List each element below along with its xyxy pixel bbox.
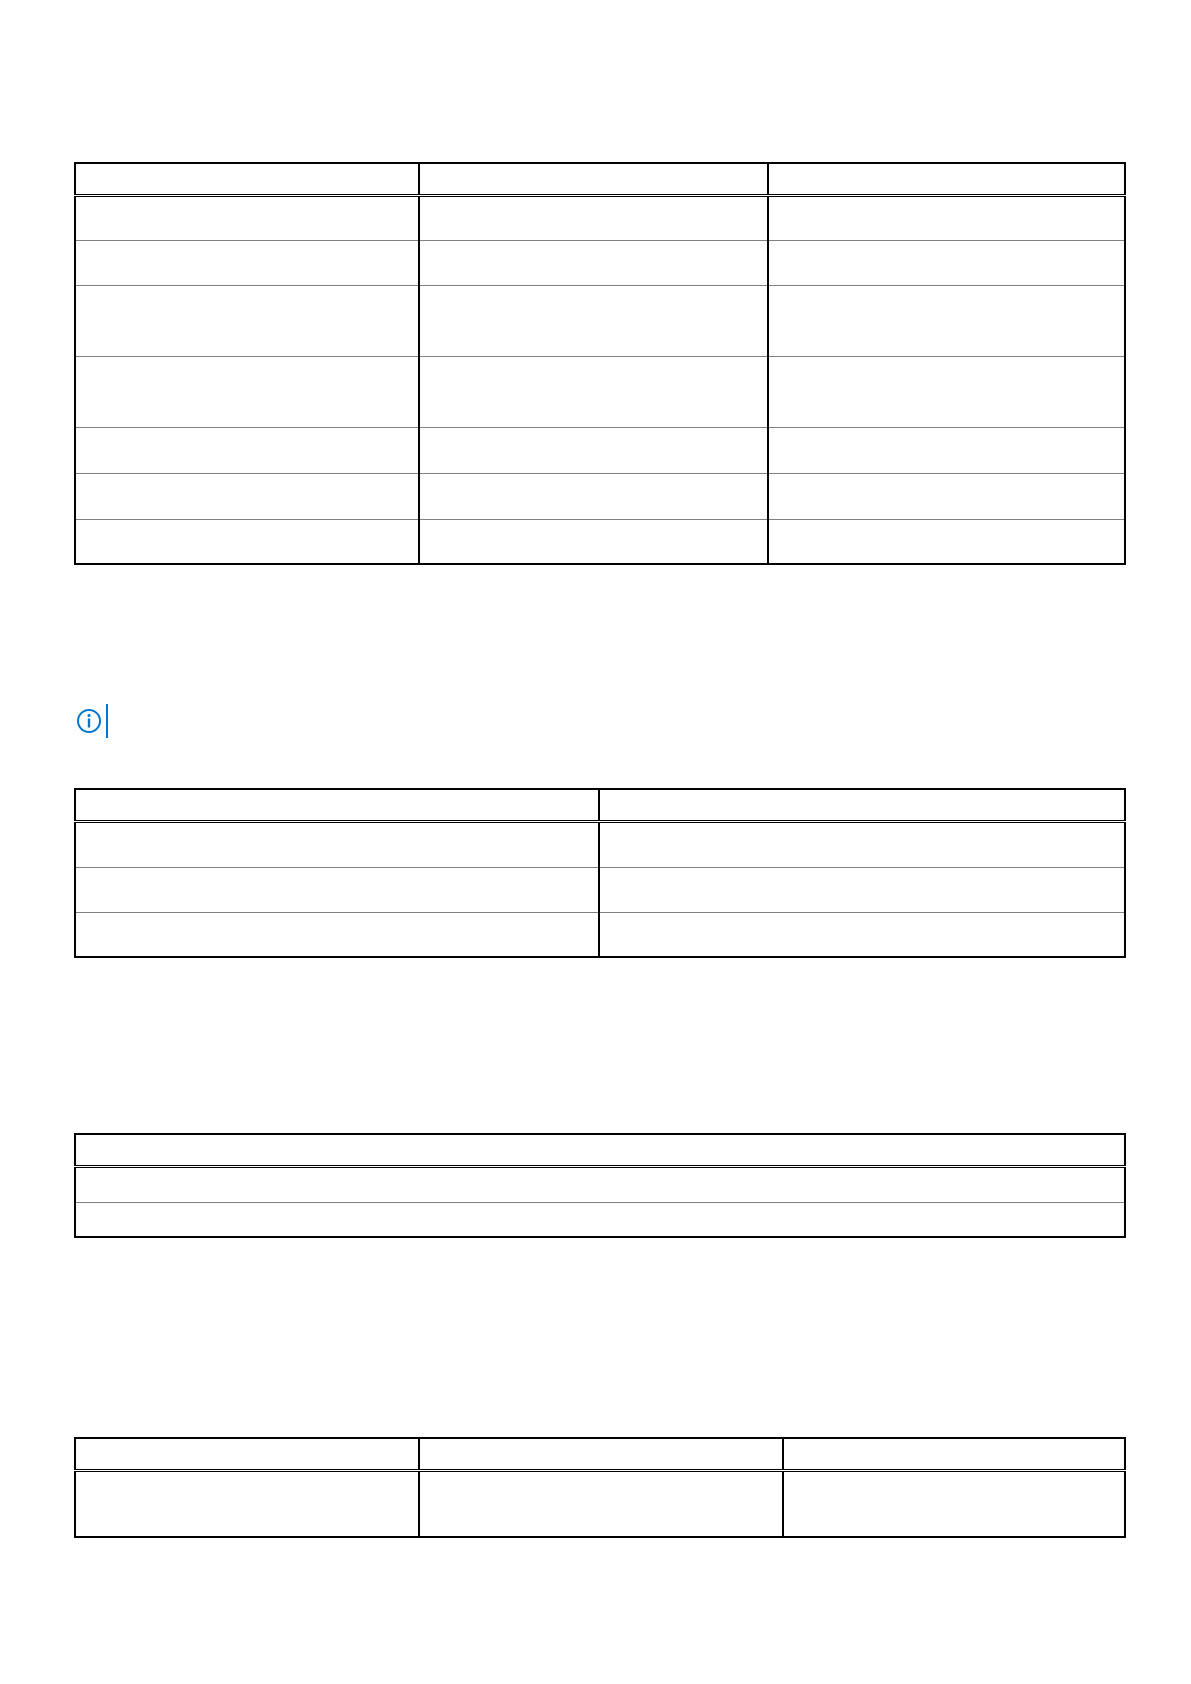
table-cell [419,473,768,519]
table-cell [75,285,419,356]
table-cell [75,867,599,912]
table-cell [75,1166,1125,1202]
table-row [75,285,1125,356]
table-row [75,427,1125,473]
note-accent-bar [106,704,108,738]
table-row [75,912,1125,957]
table-header-cell [75,789,599,821]
table-cell [75,1202,1125,1237]
table-row [75,867,1125,912]
spec-table-4 [74,1437,1126,1538]
table-cell [75,195,419,240]
table-row [75,1166,1125,1202]
table-cell [75,1470,419,1537]
table-row [75,821,1125,867]
note-callout [74,705,108,737]
table-row [75,519,1125,564]
table-cell [768,285,1125,356]
table-header-cell [419,163,768,195]
table-header-cell [783,1438,1125,1470]
table-row [75,240,1125,285]
spec-table-3 [74,1133,1126,1238]
table-cell [75,240,419,285]
table-row [75,195,1125,240]
table-cell [419,195,768,240]
table-header-row [75,163,1125,195]
table-cell [419,427,768,473]
table-header-cell [75,1134,1125,1166]
table-cell [419,519,768,564]
spec-table-1 [74,162,1126,565]
table-cell [75,821,599,867]
table-cell [419,285,768,356]
table-row [75,356,1125,427]
table-cell [768,240,1125,285]
table-cell [419,1470,783,1537]
table-header-cell [419,1438,783,1470]
table-cell [75,356,419,427]
table-cell [419,240,768,285]
table-cell [768,473,1125,519]
info-circle-icon [74,706,104,736]
table-cell [75,912,599,957]
table-cell [75,519,419,564]
table-cell [768,195,1125,240]
table-cell [783,1470,1125,1537]
table-header-row [75,789,1125,821]
table-header-cell [75,163,419,195]
spec-table-2 [74,788,1126,958]
table-cell [768,427,1125,473]
table-header-cell [599,789,1125,821]
table-row [75,1202,1125,1237]
table-header-cell [768,163,1125,195]
table-header-cell [75,1438,419,1470]
table-cell [75,427,419,473]
table-header-row [75,1134,1125,1166]
table-cell [75,473,419,519]
table-cell [599,821,1125,867]
table-cell [768,519,1125,564]
table-row [75,1470,1125,1537]
table-row [75,473,1125,519]
table-cell [599,867,1125,912]
table-cell [599,912,1125,957]
table-header-row [75,1438,1125,1470]
table-cell [768,356,1125,427]
table-cell [419,356,768,427]
